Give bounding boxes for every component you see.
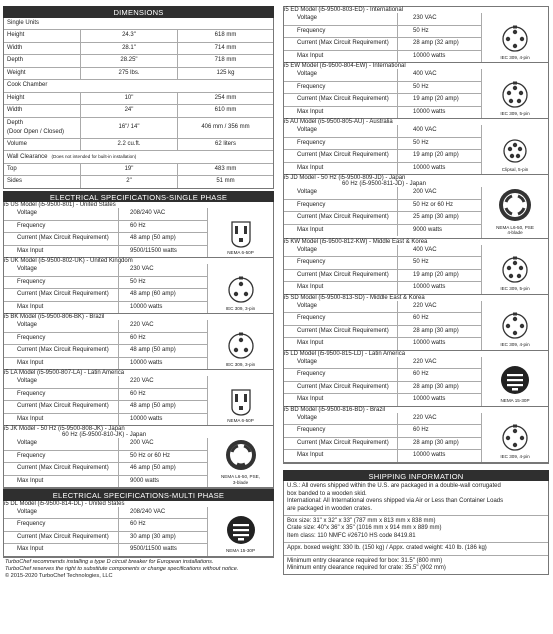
voltage-row bbox=[284, 13, 481, 26]
frequency-value: 60 Hz bbox=[118, 221, 207, 233]
voltage-label: Voltage bbox=[297, 127, 318, 133]
shipping-sizes bbox=[284, 516, 548, 543]
current-row bbox=[284, 212, 481, 225]
footnote-breaker: TurboChef recommends installing a type D circuit breaker for European installations. bbox=[5, 558, 214, 565]
wall-clearance-note: (Does not intended for built-in installation) bbox=[51, 154, 137, 159]
voltage-value: 230 VAC bbox=[397, 13, 481, 25]
model-title: i5 ED Model (i5-9500-803-ED) - International bbox=[284, 7, 404, 13]
clearance-top-row: Top 19" 483 mm bbox=[4, 164, 273, 177]
max-input-row bbox=[4, 414, 207, 426]
voltage-row bbox=[4, 264, 207, 277]
shipping-line: Box size: 31" x 32" x 33" (787 mm x 813 mm x 838 mm) bbox=[287, 517, 436, 524]
frequency-label: Frequency bbox=[297, 27, 326, 34]
max-input-value: 10000 watts bbox=[397, 394, 481, 406]
frequency-row bbox=[284, 257, 481, 270]
frequency-row bbox=[4, 221, 207, 234]
shipping-line: are packaged in wooden crates. bbox=[287, 505, 373, 512]
voltage-row bbox=[4, 208, 207, 221]
frequency-label: Frequency bbox=[297, 83, 326, 90]
frequency-row bbox=[4, 333, 207, 346]
model-title: i5 BD Model (i5-9500-816-BD) - Brazil bbox=[284, 406, 386, 413]
voltage-label: Voltage bbox=[297, 358, 318, 365]
max-input-label: Max Input bbox=[17, 247, 44, 254]
voltage-value: 208/240 VAC bbox=[118, 208, 207, 220]
frequency-value: 60 Hz bbox=[397, 313, 481, 325]
clearance-sides-row: Sides 2" 51 mm bbox=[4, 176, 273, 188]
frequency-label: Frequency bbox=[17, 452, 46, 459]
voltage-value: 200 VAC bbox=[118, 438, 207, 450]
current-label: Current (Max Circuit Requirement) bbox=[17, 533, 109, 540]
model-block bbox=[284, 119, 548, 175]
single-width-row: Width 28.1" 714 mm bbox=[4, 43, 273, 56]
frequency-label: Frequency bbox=[297, 371, 326, 378]
max-input-label: Max Input bbox=[297, 284, 324, 291]
plug-diagram bbox=[207, 264, 273, 313]
model-title: i5 EW Model (i5-9500-804-EW) - International bbox=[284, 63, 406, 69]
voltage-label: Voltage bbox=[17, 322, 38, 328]
chamber-width-row: Width 24" 610 mm bbox=[4, 105, 273, 118]
voltage-value: 220 VAC bbox=[397, 357, 481, 369]
frequency-label: Frequency bbox=[297, 259, 326, 266]
iec-309-5-pin-icon bbox=[501, 256, 529, 286]
model-title: i5 UK Model (i5-9500-802-UK) - United Kingdom bbox=[4, 258, 133, 264]
voltage-value: 230 VAC bbox=[118, 264, 207, 276]
current-row bbox=[4, 532, 207, 545]
current-row bbox=[4, 289, 207, 302]
frequency-row bbox=[4, 389, 207, 402]
max-input-value: 10000 watts bbox=[118, 414, 207, 426]
plug-label: NEMA 15-30P bbox=[500, 398, 530, 404]
chamber-height-row: Height 10" 254 mm bbox=[4, 93, 273, 106]
frequency-row bbox=[284, 138, 481, 151]
frequency-row bbox=[284, 200, 481, 213]
frequency-value: 60 Hz bbox=[397, 425, 481, 437]
current-value: 48 amp (50 amp) bbox=[118, 401, 207, 413]
voltage-value: 200 VAC bbox=[397, 187, 481, 199]
model-title: i5 KW Model (i5-9500-812-KW) - Middle East & Korea bbox=[284, 238, 428, 245]
depth-sublabel: (Door Open / Closed) bbox=[7, 128, 65, 135]
shipping-line: International: All International ovens shipped via Air or Less than Container Loads bbox=[287, 498, 504, 505]
frequency-label: Frequency bbox=[297, 201, 326, 208]
model-block bbox=[4, 258, 273, 314]
nema-l6-50-4-blade-icon bbox=[497, 187, 533, 225]
nema-15-30p-icon bbox=[499, 364, 531, 398]
current-value: 30 amp (30 amp) bbox=[118, 532, 207, 544]
plug-label: IEC 309, 5-pin bbox=[500, 286, 530, 292]
shipping-weights: Appx. boxed weight: 330 lb. (150 kg) / Appx. crated weight: 410 lb. (186 kg) bbox=[284, 543, 548, 555]
voltage-row bbox=[4, 507, 207, 520]
max-input-label: Max Input bbox=[17, 546, 44, 552]
plug-diagram bbox=[481, 357, 548, 406]
model-block bbox=[284, 63, 548, 119]
model-title: i5 AU Model (i5-9500-805-AU) - Australia bbox=[284, 119, 393, 125]
plug-label: IEC 309, 5-pin bbox=[500, 110, 530, 116]
max-input-row bbox=[284, 225, 481, 237]
iec-309-4-pin-icon bbox=[501, 25, 529, 55]
plug-diagram bbox=[207, 376, 273, 425]
current-value: 46 amp (50 amp) bbox=[118, 463, 207, 475]
model-title: i5 LA Model (i5-9500-807-LA) - Latin America bbox=[4, 370, 125, 376]
current-row bbox=[4, 463, 207, 476]
max-input-label: Max Input bbox=[297, 340, 324, 347]
current-value: 28 amp (32 amp) bbox=[397, 38, 481, 50]
plug-diagram bbox=[481, 125, 548, 174]
current-row bbox=[284, 270, 481, 283]
voltage-label: Voltage bbox=[297, 15, 318, 21]
model-title-line2: 60 Hz (i5-9500-810-JK) - Japan bbox=[62, 432, 147, 438]
frequency-value: 50 Hz or 60 Hz bbox=[397, 200, 481, 212]
frequency-value: 50 Hz bbox=[397, 26, 481, 38]
current-value: 28 amp (30 amp) bbox=[397, 438, 481, 450]
max-input-value: 10000 watts bbox=[397, 282, 481, 294]
voltage-label: Voltage bbox=[17, 440, 38, 446]
max-input-row bbox=[4, 246, 207, 258]
shipping-line: Minimum entry clearance required for box: 31.5" (800 mm) bbox=[287, 557, 443, 564]
max-input-row bbox=[284, 51, 481, 63]
current-value: 28 amp (30 amp) bbox=[397, 382, 481, 394]
plug-diagram bbox=[481, 413, 548, 462]
model-block bbox=[284, 407, 548, 463]
plug-label: IEC 309, 3-pin bbox=[225, 305, 256, 311]
model-block bbox=[284, 175, 548, 239]
shipping-line: U.S.: All ovens shipped within the U.S. are packaged in a double-wall corrugated bbox=[287, 483, 501, 490]
max-input-label: Max Input bbox=[17, 415, 44, 422]
current-label: Current (Max Circuit Requirement) bbox=[297, 439, 389, 446]
current-label: Current (Max Circuit Requirement) bbox=[17, 235, 109, 241]
current-label: Current (Max Circuit Requirement) bbox=[297, 40, 389, 46]
current-row bbox=[4, 233, 207, 246]
shipping-line: Item class: 110 NMFC #26710 HS code 8419.81 bbox=[287, 532, 416, 539]
voltage-label: Voltage bbox=[297, 71, 318, 77]
shipping-line: Crate size: 40"x 36" x 35" (1016 mm x 914 mm x 889 mm) bbox=[287, 525, 442, 532]
right-models-table bbox=[283, 6, 549, 464]
current-label: Current (Max Circuit Requirement) bbox=[17, 403, 109, 409]
plug-label: NEMA 6-50P bbox=[227, 417, 254, 423]
current-row bbox=[284, 38, 481, 51]
frequency-label: Frequency bbox=[17, 521, 46, 527]
model-block bbox=[4, 314, 273, 370]
current-value: 48 amp (50 amp) bbox=[118, 345, 207, 357]
model-block bbox=[284, 7, 548, 63]
max-input-value: 9000 watts bbox=[118, 476, 207, 488]
current-row bbox=[284, 150, 481, 163]
volume-row: Volume 2.2 cu.ft. 62 liters bbox=[4, 139, 273, 152]
voltage-row bbox=[4, 438, 207, 451]
cook-chamber-label: Cook Chamber bbox=[4, 80, 273, 93]
shipping-header: SHIPPING INFORMATION bbox=[283, 470, 549, 482]
max-input-value: 10000 watts bbox=[397, 338, 481, 350]
single-phase-table bbox=[3, 202, 274, 489]
current-value: 19 amp (20 amp) bbox=[397, 270, 481, 282]
nema-6-50p-icon bbox=[228, 218, 254, 250]
frequency-label: Frequency bbox=[17, 390, 46, 397]
max-input-value: 9000 watts bbox=[397, 225, 481, 237]
frequency-label: Frequency bbox=[17, 334, 46, 341]
max-input-label: Max Input bbox=[17, 477, 44, 484]
plug-label: IEC 309, 4-pin bbox=[500, 54, 530, 60]
frequency-row bbox=[4, 277, 207, 290]
footnotes bbox=[3, 559, 274, 580]
plug-diagram bbox=[207, 320, 273, 369]
current-label: Current (Max Circuit Requirement) bbox=[297, 96, 389, 102]
frequency-value: 50 Hz bbox=[397, 257, 481, 269]
plug-diagram bbox=[481, 245, 548, 294]
current-row bbox=[4, 401, 207, 414]
depth-label: Depth bbox=[7, 120, 24, 126]
max-input-row bbox=[284, 394, 481, 406]
frequency-label: Frequency bbox=[297, 427, 326, 434]
model-title: i5 DL Model (i5-9500-814-DL) - United States bbox=[4, 500, 125, 507]
plug-label: NEMA 15-30P bbox=[225, 548, 256, 554]
plug-label: Clipsal, 5-pin bbox=[501, 166, 529, 172]
voltage-value: 400 VAC bbox=[397, 245, 481, 257]
model-block bbox=[284, 239, 548, 295]
voltage-label: Voltage bbox=[297, 246, 318, 253]
iec-309-4-pin-icon bbox=[501, 424, 529, 454]
max-input-row bbox=[4, 476, 207, 488]
frequency-row bbox=[284, 313, 481, 326]
frequency-value: 60 Hz bbox=[397, 369, 481, 381]
model-block bbox=[284, 351, 548, 407]
frequency-value: 50 Hz bbox=[397, 138, 481, 150]
plug-diagram bbox=[207, 507, 273, 556]
plug-label: IEC 309, 4-pin bbox=[500, 342, 530, 348]
left-column bbox=[3, 6, 274, 580]
shipping-info bbox=[283, 481, 549, 575]
current-value: 48 amp (60 amp) bbox=[118, 289, 207, 301]
single-weight-row: Weight 275 lbs. 125 kg bbox=[4, 68, 273, 81]
voltage-value: 220 VAC bbox=[118, 376, 207, 388]
multi-phase-header: ELECTRICAL SPECIFICATIONS-MULTI PHASE bbox=[3, 489, 274, 501]
current-row bbox=[284, 94, 481, 107]
model-title: i5 JD Model - 50 Hz (i5-9500-809-JD) - Japan bbox=[284, 175, 406, 181]
iec-309-3-pin-icon bbox=[227, 332, 255, 362]
max-input-row bbox=[284, 450, 481, 462]
voltage-label: Voltage bbox=[17, 210, 38, 216]
model-title: i5 SD Model (i5-9500-813-SD) - Middle East & Korea bbox=[284, 294, 425, 301]
right-column bbox=[283, 6, 549, 575]
voltage-row bbox=[284, 125, 481, 138]
single-height-row: Height 24.3" 618 mm bbox=[4, 30, 273, 43]
max-input-label: Max Input bbox=[297, 396, 324, 403]
frequency-label: Frequency bbox=[297, 315, 326, 322]
plug-label: NEMA L6-50, PSE, 3-blade bbox=[220, 474, 261, 485]
plug-diagram bbox=[481, 69, 548, 118]
max-input-value: 10000 watts bbox=[397, 107, 481, 119]
current-row bbox=[284, 438, 481, 451]
max-input-value: 9500/11500 watts bbox=[118, 246, 207, 258]
current-value: 48 amp (50 amp) bbox=[118, 233, 207, 245]
plug-diagram bbox=[207, 208, 273, 257]
footnote-rights: TurboChef reserves the right to substitute components or change specifications without notice. bbox=[5, 565, 239, 572]
model-block bbox=[4, 202, 273, 258]
current-label: Current (Max Circuit Requirement) bbox=[17, 291, 109, 297]
nema-15-30p-icon bbox=[225, 514, 257, 548]
model-block bbox=[4, 501, 273, 557]
single-depth-row: Depth 28.25" 718 mm bbox=[4, 55, 273, 68]
current-label: Current (Max Circuit Requirement) bbox=[297, 327, 389, 334]
model-title: i5 US Model (i5-9500-801) - United States bbox=[4, 202, 116, 208]
current-label: Current (Max Circuit Requirement) bbox=[17, 347, 109, 353]
frequency-row bbox=[4, 451, 207, 464]
shipping-line: Minimum entry clearance required for crate: 35.5" (902 mm) bbox=[287, 564, 446, 571]
frequency-label: Frequency bbox=[17, 278, 46, 285]
current-row bbox=[284, 382, 481, 395]
max-input-label: Max Input bbox=[297, 108, 324, 115]
plug-label: NEMA 6-50P bbox=[227, 249, 254, 255]
max-input-row bbox=[284, 163, 481, 175]
current-label: Current (Max Circuit Requirement) bbox=[297, 271, 389, 278]
plug-label: IEC 309, 3-pin bbox=[225, 361, 256, 367]
single-units-label: Single Units bbox=[4, 18, 273, 31]
plug-diagram bbox=[207, 438, 273, 487]
wall-clearance-label: Wall Clearance (Does not intended for built-in installation) bbox=[4, 151, 273, 164]
voltage-row bbox=[284, 187, 481, 200]
shipping-line: box banded to a wooden skid. bbox=[287, 490, 367, 497]
voltage-row bbox=[284, 413, 481, 426]
frequency-row bbox=[284, 26, 481, 39]
max-input-label: Max Input bbox=[17, 303, 44, 310]
current-label: Current (Max Circuit Requirement) bbox=[297, 214, 389, 220]
voltage-label: Voltage bbox=[297, 189, 318, 195]
max-input-value: 9500/11500 watts bbox=[118, 544, 207, 556]
multi-phase-table bbox=[3, 501, 274, 558]
model-block bbox=[4, 426, 273, 488]
plug-label: NEMA L6-50, PSE 4-blade bbox=[496, 225, 534, 236]
frequency-row bbox=[284, 425, 481, 438]
voltage-row bbox=[4, 376, 207, 389]
max-input-label: Max Input bbox=[297, 52, 324, 59]
max-input-value: 10000 watts bbox=[118, 302, 207, 314]
voltage-value: 400 VAC bbox=[397, 125, 481, 137]
voltage-row bbox=[284, 245, 481, 258]
voltage-value: 208/240 VAC bbox=[118, 507, 207, 519]
chamber-depth-row: Depth (Door Open / Closed) 16"/ 14" 406 mm / 356 mm bbox=[4, 118, 273, 139]
frequency-value: 60 Hz bbox=[118, 333, 207, 345]
single-phase-header: ELECTRICAL SPECIFICATIONS-SINGLE PHASE bbox=[3, 191, 274, 203]
current-label: Current (Max Circuit Requirement) bbox=[297, 383, 389, 390]
frequency-label: Frequency bbox=[17, 222, 46, 229]
model-title-line2: 60 Hz (i5-9500-811-JD) - Japan bbox=[342, 181, 426, 187]
plug-diagram bbox=[481, 301, 548, 350]
iec-309-4-pin-icon bbox=[501, 312, 529, 342]
max-input-row bbox=[284, 107, 481, 119]
max-input-value: 10000 watts bbox=[397, 450, 481, 462]
model-title: i5 BK Model (i5-9500-806-BK) - Brazil bbox=[4, 314, 105, 320]
max-input-value: 10000 watts bbox=[397, 51, 481, 63]
frequency-value: 50 Hz or 60 Hz bbox=[118, 451, 207, 463]
model-title: i5 JK Model - 50 Hz (i5-9500-808-JK) - Japan bbox=[4, 426, 125, 432]
frequency-row bbox=[284, 82, 481, 95]
nema-6-50p-icon bbox=[228, 386, 254, 418]
model-block bbox=[4, 370, 273, 426]
shipping-clearance bbox=[284, 556, 548, 575]
current-value: 19 amp (20 amp) bbox=[397, 150, 481, 162]
max-input-value: 10000 watts bbox=[118, 358, 207, 370]
voltage-label: Voltage bbox=[297, 302, 318, 309]
iec-309-5-pin-icon bbox=[501, 81, 529, 111]
voltage-row bbox=[284, 301, 481, 314]
iec-309-3-pin-icon bbox=[227, 276, 255, 306]
max-input-label: Max Input bbox=[17, 359, 44, 366]
current-value: 25 amp (30 amp) bbox=[397, 212, 481, 224]
voltage-value: 220 VAC bbox=[118, 320, 207, 332]
max-input-label: Max Input bbox=[297, 452, 324, 459]
frequency-value: 60 Hz bbox=[118, 519, 207, 531]
current-row bbox=[284, 326, 481, 339]
frequency-label: Frequency bbox=[297, 139, 326, 146]
voltage-label: Voltage bbox=[17, 508, 38, 515]
voltage-value: 220 VAC bbox=[397, 301, 481, 313]
plug-diagram bbox=[481, 187, 548, 238]
voltage-row bbox=[4, 320, 207, 333]
max-input-row bbox=[4, 358, 207, 370]
max-input-row bbox=[284, 338, 481, 350]
model-title: i5 LD Model (i5-9500-815-LD) - Latin America bbox=[284, 350, 406, 357]
voltage-label: Voltage bbox=[17, 378, 38, 384]
shipping-packaging bbox=[284, 481, 548, 516]
plug-diagram bbox=[481, 13, 548, 62]
frequency-row bbox=[284, 369, 481, 382]
voltage-row bbox=[284, 69, 481, 82]
current-row bbox=[4, 345, 207, 358]
max-input-row bbox=[284, 282, 481, 294]
voltage-row bbox=[284, 357, 481, 370]
current-value: 28 amp (30 amp) bbox=[397, 326, 481, 338]
copyright: © 2015-2020 TurboChef Technologies, LLC bbox=[5, 572, 113, 579]
max-input-label: Max Input bbox=[297, 226, 324, 233]
max-input-label: Max Input bbox=[297, 164, 324, 171]
voltage-label: Voltage bbox=[297, 414, 318, 421]
current-value: 19 amp (20 amp) bbox=[397, 94, 481, 106]
frequency-value: 60 Hz bbox=[118, 389, 207, 401]
nema-l6-50-icon bbox=[224, 438, 258, 474]
voltage-value: 220 VAC bbox=[397, 413, 481, 425]
model-block bbox=[284, 295, 548, 351]
max-input-row bbox=[4, 544, 207, 556]
max-input-row bbox=[4, 302, 207, 314]
voltage-label: Voltage bbox=[17, 266, 38, 272]
clipsal-5-pin-icon bbox=[502, 137, 528, 167]
frequency-value: 50 Hz bbox=[118, 277, 207, 289]
plug-label: IEC 309, 4-pin bbox=[500, 454, 530, 460]
max-input-value: 10000 watts bbox=[397, 163, 481, 175]
frequency-row bbox=[4, 519, 207, 532]
current-label: Current (Max Circuit Requirement) bbox=[17, 465, 109, 471]
dimensions-table bbox=[3, 18, 274, 189]
current-label: Current (Max Circuit Requirement) bbox=[297, 152, 389, 158]
frequency-value: 50 Hz bbox=[397, 82, 481, 94]
voltage-value: 400 VAC bbox=[397, 69, 481, 81]
dimensions-header: DIMENSIONS bbox=[3, 6, 274, 18]
